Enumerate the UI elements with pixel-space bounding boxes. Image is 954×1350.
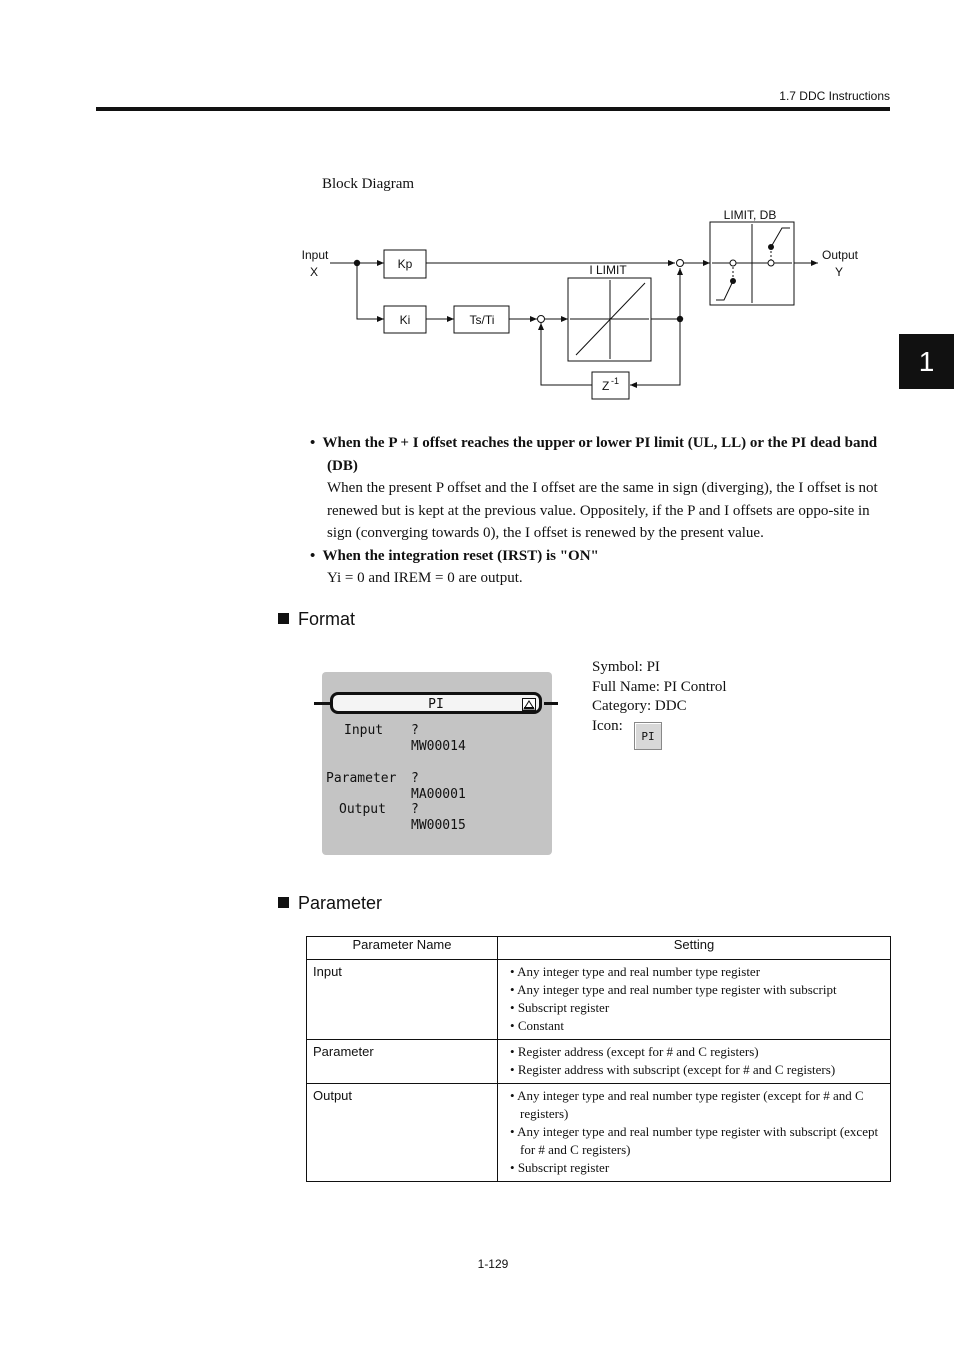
input-label: Input [301,248,329,262]
bullet-body-1: When the present P offset and the I offset are the same in sign (diverging), the I offset is not renewed but is kept at the previous value. Oppositely, if the P and I offsets are oppo-site in sign (converging towards 0), the I offset is renewed by the present value. [327,480,878,541]
list-item: • Register address (except for # and C registers) [510,1044,759,1059]
panel-output-register[interactable]: MW00015 [411,818,466,833]
kp-label: Kp [397,257,413,271]
header-rule [96,107,890,111]
table-row [307,960,891,1040]
category-text: Category: DDC [592,698,687,714]
list-item: • Any integer type and real number type register with subscript [510,982,837,997]
param-settings-output [498,1084,891,1182]
sum-junction-i [538,316,545,323]
page-number: 1-129 [477,1257,509,1271]
output-var: Y [834,265,844,279]
panel-input-q: ? [411,723,419,738]
feedback-wire [630,319,680,385]
square-bullet-icon [278,897,289,908]
panel-title: PI [428,697,444,712]
full-name-text: Full Name: PI Control [592,678,727,695]
panel-input-label: Input [344,723,384,738]
list-item: • Subscript register [510,1000,610,1015]
limit-db-upper-dot [768,244,774,250]
bullet-body-2: Yi = 0 and IREM = 0 are output. [327,570,523,586]
block-diagram-title: Block Diagram [322,176,415,192]
ts-ti-label: Ts/Ti [469,313,495,327]
list-item: • Any integer type and real number type register (except for # and C registers) [510,1088,864,1121]
table-row [307,1040,891,1084]
bullet-heading-2: • When the integration reset (IRST) is "ON" [310,547,599,564]
pi-instruction-icon[interactable]: PI [634,722,662,750]
limit-db-lower-open [730,260,736,266]
list-item: • Subscript register [510,1160,610,1175]
feedback-branch-dot [677,316,683,322]
parameter-heading: Parameter [278,893,382,914]
sum-junction-out [677,260,684,267]
list-item: • Constant [510,1018,565,1033]
output-label: Output [821,248,859,262]
limit-db-upper-open [768,260,774,266]
limit-db-lower-curve [716,281,733,300]
param-name-parameter: Parameter [307,1040,498,1084]
symbol-text: Symbol: PI [592,659,660,675]
block-diagram [290,200,880,410]
column-header-name: Parameter Name [307,937,498,960]
limit-db-label: LIMIT, DB [723,208,777,222]
ki-label: Ki [399,313,411,327]
z-label: Z [602,379,610,393]
feedback-return-wire [541,323,592,385]
icon-label: Icon: [592,717,623,734]
column-header-setting: Setting [498,937,891,960]
panel-parameter-q: ? [411,771,419,786]
panel-parameter-label: Parameter [326,771,397,786]
param-settings-input [498,960,891,1040]
list-item: • Any integer type and real number type register [510,964,761,979]
param-name-input: Input [307,960,498,1040]
list-item: • Register address with subscript (except for # and C registers) [510,1062,836,1077]
list-item: • Any integer type and real number type register with subscript (except for # and C registers) [510,1124,879,1157]
param-settings-parameter [498,1040,891,1084]
i-limit-label: I LIMIT [589,263,627,277]
limit-db-upper-curve [771,228,790,247]
panel-output-q: ? [411,802,419,817]
input-branch-dot [354,260,360,266]
param-name-output: Output [307,1084,498,1182]
panel-menu-icon[interactable] [522,698,536,711]
table-row [307,1084,891,1182]
chapter-tab: 1 [899,334,954,389]
table-header-row [307,937,891,960]
panel-output-label: Output [339,802,386,817]
panel-right-connector [544,702,558,705]
panel-input-register[interactable]: MW00014 [411,739,466,754]
bullet-heading-1: • When the P + I offset reaches the upper or lower PI limit (UL, LL) or the PI dead band (DB) [310,435,878,474]
section-header: 1.7 DDC Instructions [779,89,890,103]
input-var: X [309,265,319,279]
z-exponent: -1 [611,376,620,386]
limit-db-lower-dot [730,278,736,284]
parameter-table [306,936,891,1182]
ki-branch-wire [357,263,384,319]
square-bullet-icon [278,613,289,624]
format-heading: Format [278,609,355,630]
panel-parameter-register[interactable]: MA00001 [411,787,466,802]
condition-bullets [310,432,895,590]
